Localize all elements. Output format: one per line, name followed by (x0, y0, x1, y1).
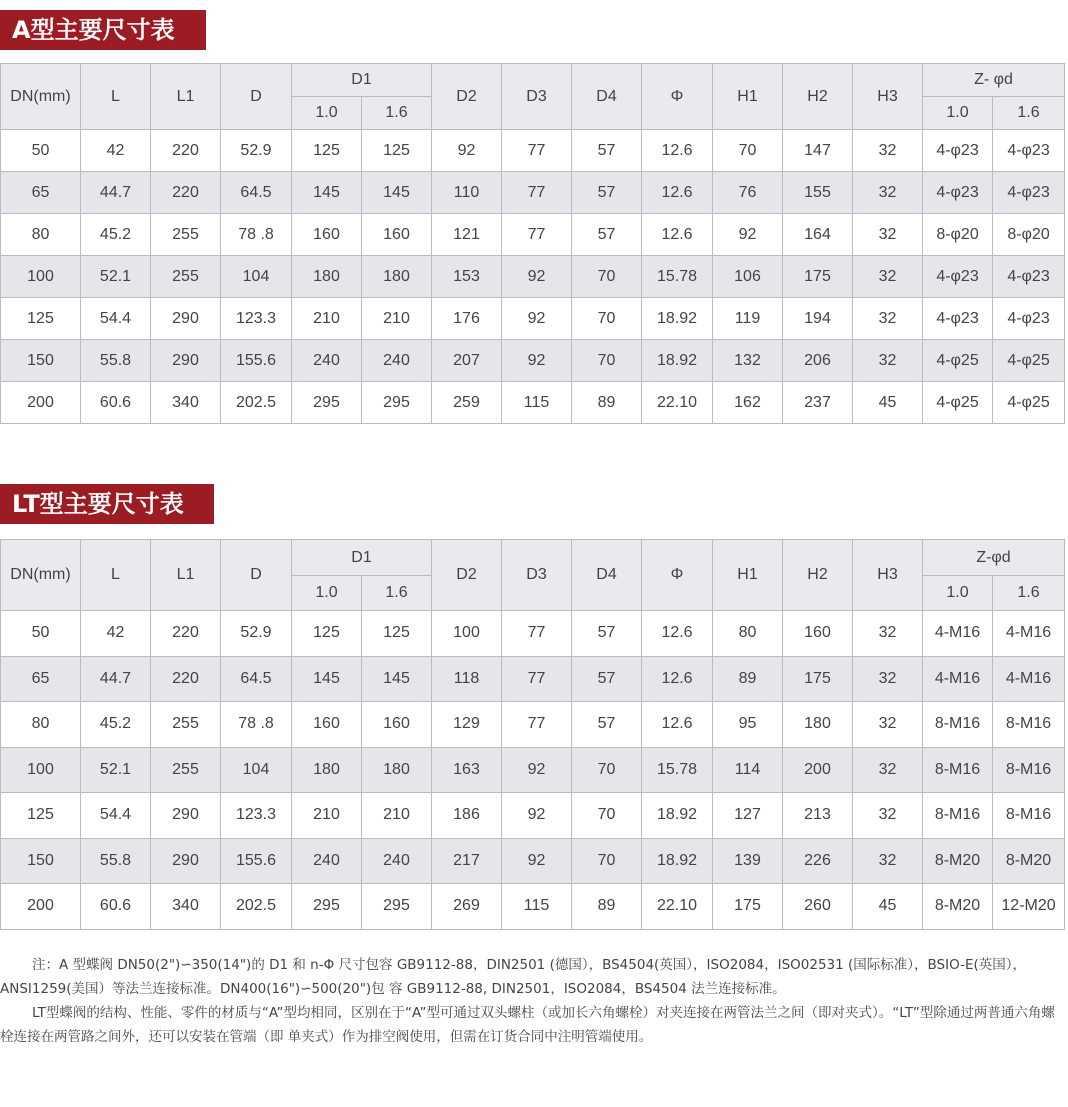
table-cell: 155 (783, 172, 853, 214)
table-cell: 77 (502, 702, 572, 748)
table-cell: 147 (783, 130, 853, 172)
note-paragraph-1: 注：A 型蝶阀 DN50(2")∽350(14")的 D1 和 n-Φ 尺寸包容 GB9112-88，DIN2501 (德国），BS4504(英国），ISO2084，ISO02531 (国际标准），BSIO-E(英国），ANSI1259(美国）等法兰连接标准。DN400(16")∽500(20")包 容 GB9112-88, DIN2501，ISO2084，BS4504 法兰连接标准。 (0, 957, 1027, 997)
table-cell: 295 (292, 382, 362, 424)
table-cell: 176 (432, 298, 502, 340)
table-cell: 100 (1, 747, 81, 793)
table-cell: 44.7 (81, 172, 151, 214)
table-cell: 8-M20 (923, 884, 993, 930)
table-cell: 57 (572, 130, 642, 172)
table-cell: 175 (783, 256, 853, 298)
table-cell: 269 (432, 884, 502, 930)
table-cell: 92 (502, 298, 572, 340)
table-row (1, 130, 1065, 172)
table-row (1, 747, 1065, 793)
table-cell: 18.92 (642, 838, 713, 884)
table-cell: 78 .8 (221, 214, 292, 256)
table-cell: 42 (81, 611, 151, 657)
table-cell: 255 (151, 702, 221, 748)
header-l1: L1 (151, 540, 221, 611)
table-cell: 200 (1, 382, 81, 424)
header-d1-pn16: 1.6 (362, 576, 432, 611)
table-cell: 123.3 (221, 298, 292, 340)
table-cell: 200 (783, 747, 853, 793)
table-cell: 70 (572, 340, 642, 382)
table-cell: 50 (1, 130, 81, 172)
table-cell: 240 (362, 340, 432, 382)
table-cell: 57 (572, 611, 642, 657)
table-cell: 160 (292, 214, 362, 256)
table-cell: 80 (1, 214, 81, 256)
table-cell: 8-M16 (923, 702, 993, 748)
header-d1: D1 (292, 540, 432, 576)
table-cell: 70 (572, 838, 642, 884)
table-cell: 42 (81, 130, 151, 172)
header-z-phid: Z-φd (923, 540, 1065, 576)
table-cell: 8-φ20 (923, 214, 993, 256)
header-z-phid: Z- φd (923, 64, 1065, 97)
table-cell: 89 (713, 656, 783, 702)
table-cell: 210 (362, 298, 432, 340)
table-cell: 52.1 (81, 747, 151, 793)
table-cell: 4-φ25 (923, 382, 993, 424)
table-cell: 54.4 (81, 793, 151, 839)
header-z-pn10: 1.0 (923, 576, 993, 611)
table-cell: 32 (853, 340, 923, 382)
table-cell: 155.6 (221, 838, 292, 884)
table-cell: 8-M16 (923, 793, 993, 839)
table-cell: 45 (853, 382, 923, 424)
table-cell: 4-φ23 (993, 130, 1065, 172)
table-cell: 207 (432, 340, 502, 382)
table-cell: 8-M16 (993, 747, 1065, 793)
table-cell: 4-M16 (923, 656, 993, 702)
table-cell: 54.4 (81, 298, 151, 340)
table-cell: 175 (783, 656, 853, 702)
table-cell: 114 (713, 747, 783, 793)
table-cell: 255 (151, 256, 221, 298)
table-cell: 8-M16 (993, 793, 1065, 839)
table-cell: 12.6 (642, 656, 713, 702)
table-cell: 32 (853, 214, 923, 256)
table-cell: 77 (502, 656, 572, 702)
table-cell: 127 (713, 793, 783, 839)
table-cell: 57 (572, 214, 642, 256)
table-cell: 70 (572, 747, 642, 793)
table-cell: 52.9 (221, 611, 292, 657)
table-lt-body (1, 611, 1065, 930)
table-cell: 57 (572, 656, 642, 702)
table-lt (0, 539, 1065, 930)
table-cell: 45.2 (81, 702, 151, 748)
header-l: L (81, 540, 151, 611)
table-cell: 125 (362, 611, 432, 657)
table-cell: 4-φ25 (923, 340, 993, 382)
table-cell: 89 (572, 382, 642, 424)
table-cell: 12.6 (642, 172, 713, 214)
header-h1: H1 (713, 64, 783, 130)
table-row (1, 611, 1065, 657)
header-d3: D3 (502, 64, 572, 130)
table-cell: 180 (362, 256, 432, 298)
table-cell: 4-M16 (923, 611, 993, 657)
table-cell: 121 (432, 214, 502, 256)
header-phi: Φ (642, 540, 713, 611)
table-cell: 95 (713, 702, 783, 748)
table-cell: 163 (432, 747, 502, 793)
table-cell: 4-φ23 (923, 256, 993, 298)
table-cell: 202.5 (221, 884, 292, 930)
table-cell: 32 (853, 656, 923, 702)
table-cell: 104 (221, 747, 292, 793)
table-cell: 240 (292, 340, 362, 382)
table-row (1, 838, 1065, 884)
table-cell: 226 (783, 838, 853, 884)
table-cell: 15.78 (642, 256, 713, 298)
table-cell: 129 (432, 702, 502, 748)
table-cell: 110 (432, 172, 502, 214)
table-cell: 150 (1, 838, 81, 884)
table-cell: 237 (783, 382, 853, 424)
table-cell: 18.92 (642, 340, 713, 382)
header-d4: D4 (572, 540, 642, 611)
table-cell: 4-φ23 (993, 298, 1065, 340)
table-cell: 194 (783, 298, 853, 340)
header-h1: H1 (713, 540, 783, 611)
table-cell: 50 (1, 611, 81, 657)
table-cell: 125 (292, 130, 362, 172)
table-cell: 80 (713, 611, 783, 657)
table-cell: 145 (292, 656, 362, 702)
table-cell: 240 (292, 838, 362, 884)
table-cell: 119 (713, 298, 783, 340)
table-cell: 340 (151, 382, 221, 424)
table-cell: 125 (1, 793, 81, 839)
table-cell: 8-M16 (993, 702, 1065, 748)
table-a-body (1, 130, 1065, 424)
table-cell: 92 (502, 793, 572, 839)
table-cell: 8-M20 (923, 838, 993, 884)
table-cell: 123.3 (221, 793, 292, 839)
table-cell: 210 (292, 298, 362, 340)
table-cell: 70 (713, 130, 783, 172)
table-cell: 8-φ20 (993, 214, 1065, 256)
table-lt-title: LT型主要尺寸表 (0, 484, 214, 524)
table-cell: 125 (362, 130, 432, 172)
table-row (1, 793, 1065, 839)
table-cell: 100 (432, 611, 502, 657)
header-h2: H2 (783, 64, 853, 130)
table-cell: 76 (713, 172, 783, 214)
table-cell: 164 (783, 214, 853, 256)
note-paragraph-2: LT型蝶阀的结构、性能、零件的材质与“A”型均相同，区别在于“A”型可通过双头螺柱（或加长六角螺栓）对夹连接在两管法兰之间（即对夹式）。“LT”型除通过两普通六角螺栓连接在两管路之间外，还可以安装在管端（即 单夹式）作为排空阀使用，但需在订货合同中注明管端使用。 (0, 1005, 1055, 1045)
table-cell: 259 (432, 382, 502, 424)
header-phi: Φ (642, 64, 713, 130)
table-cell: 153 (432, 256, 502, 298)
table-cell: 32 (853, 747, 923, 793)
table-cell: 125 (292, 611, 362, 657)
header-dn: DN(mm) (1, 540, 81, 611)
table-cell: 200 (1, 884, 81, 930)
table-cell: 4-φ25 (993, 382, 1065, 424)
table-row (1, 214, 1065, 256)
table-cell: 4-φ23 (923, 130, 993, 172)
table-cell: 55.8 (81, 838, 151, 884)
table-cell: 220 (151, 611, 221, 657)
table-cell: 77 (502, 172, 572, 214)
table-cell: 64.5 (221, 656, 292, 702)
header-d2: D2 (432, 64, 502, 130)
table-row (1, 702, 1065, 748)
table-cell: 290 (151, 793, 221, 839)
header-h3: H3 (853, 64, 923, 130)
table-cell: 295 (362, 884, 432, 930)
header-d1: D1 (292, 64, 432, 97)
header-h3: H3 (853, 540, 923, 611)
table-cell: 155.6 (221, 340, 292, 382)
table-cell: 139 (713, 838, 783, 884)
table-cell: 118 (432, 656, 502, 702)
table-cell: 92 (502, 838, 572, 884)
table-cell: 213 (783, 793, 853, 839)
table-cell: 220 (151, 130, 221, 172)
table-cell: 8-M16 (923, 747, 993, 793)
table-cell: 70 (572, 256, 642, 298)
table-cell: 180 (292, 747, 362, 793)
table-cell: 180 (292, 256, 362, 298)
table-cell: 125 (1, 298, 81, 340)
table-cell: 22.10 (642, 382, 713, 424)
header-z-pn16: 1.6 (993, 576, 1065, 611)
header-l1: L1 (151, 64, 221, 130)
table-cell: 175 (713, 884, 783, 930)
table-row (1, 172, 1065, 214)
table-cell: 240 (362, 838, 432, 884)
table-cell: 4-φ23 (923, 172, 993, 214)
table-row (1, 298, 1065, 340)
table-cell: 162 (713, 382, 783, 424)
table-cell: 55.8 (81, 340, 151, 382)
table-cell: 89 (572, 884, 642, 930)
header-d3: D3 (502, 540, 572, 611)
table-cell: 92 (713, 214, 783, 256)
table-cell: 60.6 (81, 884, 151, 930)
table-cell: 106 (713, 256, 783, 298)
header-d1-pn16: 1.6 (362, 97, 432, 130)
table-cell: 92 (502, 340, 572, 382)
table-row (1, 656, 1065, 702)
table-cell: 32 (853, 838, 923, 884)
table-cell: 132 (713, 340, 783, 382)
table-cell: 70 (572, 793, 642, 839)
header-d: D (221, 64, 292, 130)
table-cell: 160 (362, 702, 432, 748)
table-row (1, 382, 1065, 424)
table-cell: 92 (432, 130, 502, 172)
table-cell: 32 (853, 611, 923, 657)
table-cell: 60.6 (81, 382, 151, 424)
table-cell: 22.10 (642, 884, 713, 930)
table-cell: 12.6 (642, 214, 713, 256)
table-cell: 52.9 (221, 130, 292, 172)
table-cell: 4-M16 (993, 656, 1065, 702)
table-cell: 220 (151, 656, 221, 702)
table-cell: 77 (502, 611, 572, 657)
table-cell: 100 (1, 256, 81, 298)
table-cell: 160 (783, 611, 853, 657)
table-cell: 78 .8 (221, 702, 292, 748)
header-d: D (221, 540, 292, 611)
header-h2: H2 (783, 540, 853, 611)
table-cell: 57 (572, 172, 642, 214)
table-cell: 15.78 (642, 747, 713, 793)
table-cell: 220 (151, 172, 221, 214)
table-a (0, 63, 1065, 424)
table-cell: 4-φ23 (923, 298, 993, 340)
table-cell: 4-φ25 (993, 340, 1065, 382)
table-cell: 115 (502, 382, 572, 424)
table-cell: 18.92 (642, 298, 713, 340)
table-cell: 12-M20 (993, 884, 1065, 930)
table-cell: 45.2 (81, 214, 151, 256)
table-cell: 32 (853, 702, 923, 748)
table-cell: 255 (151, 747, 221, 793)
table-row (1, 256, 1065, 298)
table-cell: 290 (151, 340, 221, 382)
table-cell: 202.5 (221, 382, 292, 424)
table-cell: 255 (151, 214, 221, 256)
table-cell: 160 (362, 214, 432, 256)
table-cell: 180 (362, 747, 432, 793)
header-z-pn16: 1.6 (993, 97, 1065, 130)
table-cell: 115 (502, 884, 572, 930)
table-a-title: A型主要尺寸表 (0, 10, 206, 50)
table-cell: 210 (292, 793, 362, 839)
table-cell: 145 (362, 172, 432, 214)
table-cell: 12.6 (642, 702, 713, 748)
table-cell: 32 (853, 130, 923, 172)
header-z-pn10: 1.0 (923, 97, 993, 130)
table-cell: 160 (292, 702, 362, 748)
table-cell: 12.6 (642, 130, 713, 172)
table-cell: 45 (853, 884, 923, 930)
table-cell: 64.5 (221, 172, 292, 214)
table-cell: 77 (502, 130, 572, 172)
notes (0, 953, 1066, 1049)
table-cell: 57 (572, 702, 642, 748)
table-cell: 32 (853, 256, 923, 298)
header-d1-pn10: 1.0 (292, 97, 362, 130)
header-d4: D4 (572, 64, 642, 130)
table-cell: 80 (1, 702, 81, 748)
table-cell: 8-M20 (993, 838, 1065, 884)
table-cell: 77 (502, 214, 572, 256)
table-cell: 52.1 (81, 256, 151, 298)
table-cell: 32 (853, 172, 923, 214)
table-cell: 44.7 (81, 656, 151, 702)
table-cell: 217 (432, 838, 502, 884)
header-d2: D2 (432, 540, 502, 611)
table-cell: 92 (502, 256, 572, 298)
table-cell: 145 (292, 172, 362, 214)
table-cell: 12.6 (642, 611, 713, 657)
table-cell: 104 (221, 256, 292, 298)
table-cell: 295 (292, 884, 362, 930)
table-cell: 92 (502, 747, 572, 793)
table-cell: 4-φ23 (993, 172, 1065, 214)
table-cell: 295 (362, 382, 432, 424)
table-cell: 290 (151, 838, 221, 884)
header-d1-pn10: 1.0 (292, 576, 362, 611)
header-dn: DN(mm) (1, 64, 81, 130)
table-cell: 18.92 (642, 793, 713, 839)
table-cell: 180 (783, 702, 853, 748)
table-cell: 32 (853, 298, 923, 340)
table-cell: 65 (1, 656, 81, 702)
table-cell: 145 (362, 656, 432, 702)
table-cell: 4-M16 (993, 611, 1065, 657)
table-cell: 32 (853, 793, 923, 839)
table-cell: 290 (151, 298, 221, 340)
table-cell: 340 (151, 884, 221, 930)
table-cell: 260 (783, 884, 853, 930)
header-l: L (81, 64, 151, 130)
table-row (1, 884, 1065, 930)
table-cell: 206 (783, 340, 853, 382)
table-cell: 70 (572, 298, 642, 340)
table-cell: 4-φ23 (993, 256, 1065, 298)
table-cell: 150 (1, 340, 81, 382)
table-cell: 186 (432, 793, 502, 839)
table-cell: 210 (362, 793, 432, 839)
table-row (1, 340, 1065, 382)
table-cell: 65 (1, 172, 81, 214)
